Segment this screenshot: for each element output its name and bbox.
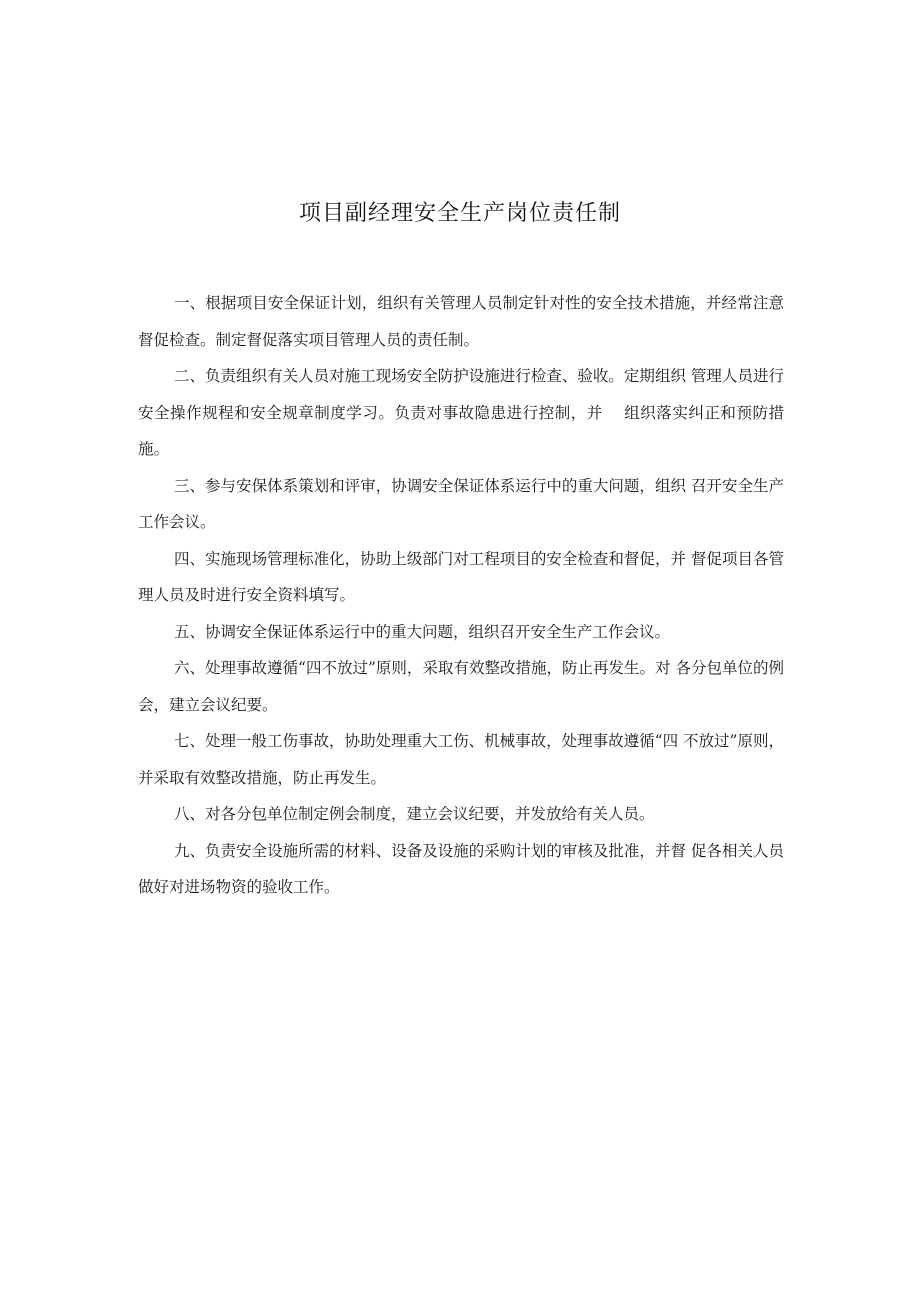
paragraph-3: 三、参与安保体系策划和评审，协调安全保证体系运行中的重大问题，组织 召开安全生产工作会议。	[138, 476, 784, 531]
document-title: 项目副经理安全生产岗位责任制	[298, 201, 621, 226]
paragraph-2: 二、负责组织有关人员对施工现场安全防护设施进行检查、验收。定期组织 管理人员进行安全操作规程和安全规章制度学习。负责对事故隐患进行控制，并 组织落实纠正和预防措施。	[138, 367, 784, 458]
paragraph-8: 八、对各分包单位制定例会制度，建立会议纪要，并发放给有关人员。	[174, 805, 655, 823]
paragraph-9: 九、负责安全设施所需的材料、设备及设施的采购计划的审核及批准，并督 促各相关人员做好对进场物资的验收工作。	[138, 841, 784, 896]
paragraph-6: 六、处理事故遵循“四不放过”原则，采取有效整改措施，防止再发生。对 各分包单位的例会，建立会议纪要。	[138, 659, 784, 714]
paragraph-1: 一、根据项目安全保证计划，组织有关管理人员制定针对性的安全技术措施，并经常注意督促检查。制定督促落实项目管理人员的责任制。	[138, 294, 784, 349]
paragraph-7: 七、处理一般工伤事故，协助处理重大工伤、机械事故，处理事故遵循“四 不放过”原则，并采取有效整改措施，防止再发生。	[138, 732, 784, 787]
document-body	[138, 285, 784, 906]
paragraph-5: 五、协调安全保证体系运行中的重大问题，组织召开安全生产工作会议。	[174, 622, 671, 641]
paragraph-4: 四、实施现场管理标准化，协助上级部门对工程项目的安全检查和督促，并 督促项目各管理人员及时进行安全资料填写。	[138, 549, 784, 604]
